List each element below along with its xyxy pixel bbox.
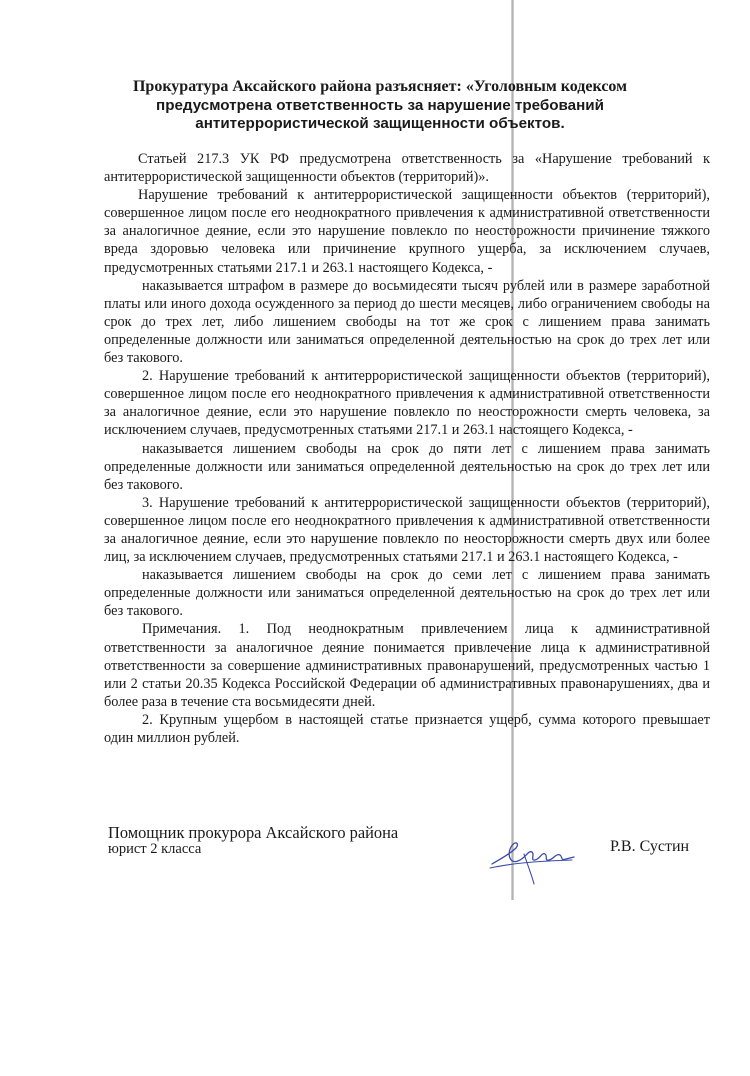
signatory-grade: юрист 2 класса (108, 841, 202, 857)
paragraph-penalty-2: наказывается лишением свободы на срок до пяти лет с лишением права занимать определенные должности или заниматься определенной деятельностью на срок до трех лет или без такового. (104, 440, 710, 493)
handwritten-signature (488, 828, 578, 888)
signatory-name: Р.В. Сустин (610, 838, 690, 855)
paragraph-part-1: Нарушение требований к антитеррористической защищенности объектов (территорий), совершенное лицом после его неоднократного привлечения к административной ответственности за аналогичное деяние, если это нарушение повлекло по неосторожности причинение тяжкого вреда здоровью человека или причинение крупного ущерба, за исключением случаев, предусмотренных статьями 217.1 и 263.1 настоящего Кодекса, - (104, 187, 710, 276)
signatory-position: Помощник прокурора Аксайского района (108, 823, 399, 842)
paragraph-note-2: 2. Крупным ущербом в настоящей статье признается ущерб, сумма которого превышает один миллион рублей. (104, 711, 710, 746)
title-line-1: Прокуратура Аксайского района разъясняет: «Уголовным кодексом (132, 78, 628, 95)
paragraph-part-3: 3. Нарушение требований к антитеррористической защищенности объектов (территорий), совершенное лицом после его неоднократного привлечения к административной ответственности за аналогичное деяние, если это нарушение повлекло по неосторожности смерть двух или более лиц, за исключением случаев, предусмотренных статьями 217.1 и 263.1 настоящего Кодекса, - (104, 494, 710, 566)
document-title (110, 78, 650, 134)
paragraph-intro: Статьей 217.3 УК РФ предусмотрена ответственность за «Нарушение требований к антитеррористической защищенности объектов (территорий)». (104, 151, 710, 186)
paragraph-penalty-1: наказывается штрафом в размере до восьмидесяти тысяч рублей или в размере заработной платы или иного дохода осужденного за период до шести месяцев, либо ограничением свободы на срок до трех лет, либо лишением свободы на тот же срок с лишением права занимать определенные должности или заниматься определенной деятельностью на срок до трех лет или без такового. (104, 277, 710, 367)
title-line-2: предусмотрена ответственность за нарушение требований (156, 96, 604, 114)
paragraph-note-1: Примечания. 1. Под неоднократным привлечением лица к административной ответственности за аналогичное деяние понимается привлечение лица к административной ответственности за совершение административных правонарушений, предусмотренных частью 1 или 2 статьи 20.35 Кодекса Российской Федерации об административных правонарушениях, два и более раза в течение ста восьмидесяти дней. (104, 621, 710, 710)
title-line-3: антитеррористической защищенности объектов. (195, 115, 565, 132)
paragraph-penalty-3: наказывается лишением свободы на срок до семи лет с лишением права занимать определенные должности или заниматься определенной деятельностью на срок до трех лет или без такового. (104, 567, 710, 620)
signatory-block (108, 824, 398, 858)
paragraph-part-2: 2. Нарушение требований к антитеррористической защищенности объектов (территорий), совершенное лицом после его неоднократного привлечения к административной ответственности за аналогичное деяние, если это нарушение повлекло по неосторожности смерть человека, за исключением случаев, предусмотренных статьями 217.1 и 263.1 настоящего Кодекса, - (104, 368, 710, 439)
document-body (104, 150, 710, 747)
